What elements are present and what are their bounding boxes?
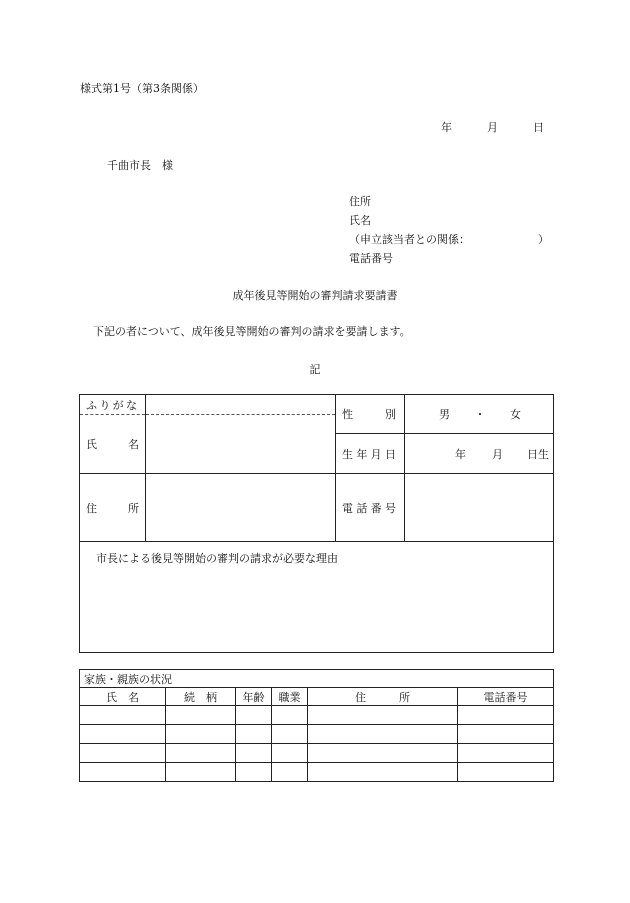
address-label: 住 所	[80, 474, 146, 542]
cell-name[interactable]	[80, 725, 166, 744]
subject-table	[79, 394, 554, 653]
col-occupation: 職業	[272, 688, 308, 706]
birth-year-unit: 年	[455, 447, 466, 461]
sex-male: 男	[439, 408, 450, 421]
sex-field[interactable]	[405, 395, 554, 434]
applicant-name-label: 氏名	[349, 214, 371, 227]
name-field[interactable]	[146, 415, 336, 474]
applicant-block	[349, 192, 549, 268]
cell-phone[interactable]	[458, 744, 554, 763]
cell-address[interactable]	[308, 725, 458, 744]
name-label: 氏 名	[80, 415, 146, 474]
cell-relation[interactable]	[166, 744, 236, 763]
furigana-field[interactable]	[146, 395, 336, 415]
addressee: 千曲市長 様	[107, 159, 173, 172]
cell-relation[interactable]	[166, 763, 236, 782]
document-title: 成年後見等開始の審判請求要請書	[232, 289, 398, 302]
cell-occupation[interactable]	[272, 725, 308, 744]
cell-address[interactable]	[308, 744, 458, 763]
cell-age[interactable]	[236, 763, 272, 782]
cell-phone[interactable]	[458, 706, 554, 725]
address-field[interactable]	[146, 474, 336, 542]
family-title: 家族・親族の状況	[80, 670, 554, 688]
table-row	[80, 706, 554, 725]
applicant-address-label: 住所	[349, 195, 371, 208]
reason-box[interactable]	[80, 542, 554, 653]
sex-female: 女	[510, 408, 521, 421]
sex-label: 性 別	[336, 395, 405, 434]
cell-occupation[interactable]	[272, 763, 308, 782]
phone-label: 電 話 番 号	[336, 474, 405, 542]
cell-address[interactable]	[308, 763, 458, 782]
cell-name[interactable]	[80, 744, 166, 763]
table-row	[80, 763, 554, 782]
date-year: 年	[441, 121, 452, 134]
birth-label: 生 年 月 日	[336, 434, 405, 474]
birth-day-unit: 日生	[527, 447, 549, 461]
birth-month-unit: 月	[492, 447, 503, 461]
intro-text: 下記の者について、成年後見等開始の審判の請求を要請します。	[93, 325, 411, 338]
cell-relation[interactable]	[166, 725, 236, 744]
cell-age[interactable]	[236, 706, 272, 725]
form-number: 様式第1号（第3条関係）	[80, 82, 204, 95]
cell-phone[interactable]	[458, 763, 554, 782]
cell-occupation[interactable]	[272, 706, 308, 725]
phone-field[interactable]	[405, 474, 554, 542]
reason-label: 市長による後見等開始の審判の請求が必要な理由	[96, 552, 338, 565]
col-name: 氏 名	[80, 688, 166, 706]
applicant-relation-close: ）	[538, 233, 549, 246]
applicant-relation-label: （申立該当者との関係：	[349, 233, 470, 246]
col-age: 年齢	[236, 688, 272, 706]
cell-address[interactable]	[308, 706, 458, 725]
furigana-label: ふ り が な	[80, 395, 146, 415]
cell-relation[interactable]	[166, 706, 236, 725]
date-day: 日	[533, 121, 544, 134]
cell-age[interactable]	[236, 725, 272, 744]
cell-age[interactable]	[236, 744, 272, 763]
cell-occupation[interactable]	[272, 744, 308, 763]
applicant-relation-line	[349, 230, 549, 249]
col-address: 住 所	[308, 688, 458, 706]
family-table	[79, 669, 554, 782]
cell-name[interactable]	[80, 763, 166, 782]
ki-label: 記	[309, 363, 321, 376]
cell-name[interactable]	[80, 706, 166, 725]
sex-separator: ・	[474, 408, 486, 421]
cell-phone[interactable]	[458, 725, 554, 744]
table-row	[80, 725, 554, 744]
col-phone: 電話番号	[458, 688, 554, 706]
birth-field[interactable]	[405, 434, 554, 474]
date-line	[441, 119, 544, 135]
applicant-phone-label: 電話番号	[349, 252, 393, 265]
col-relation: 続 柄	[166, 688, 236, 706]
table-row	[80, 744, 554, 763]
date-month: 月	[487, 121, 498, 134]
